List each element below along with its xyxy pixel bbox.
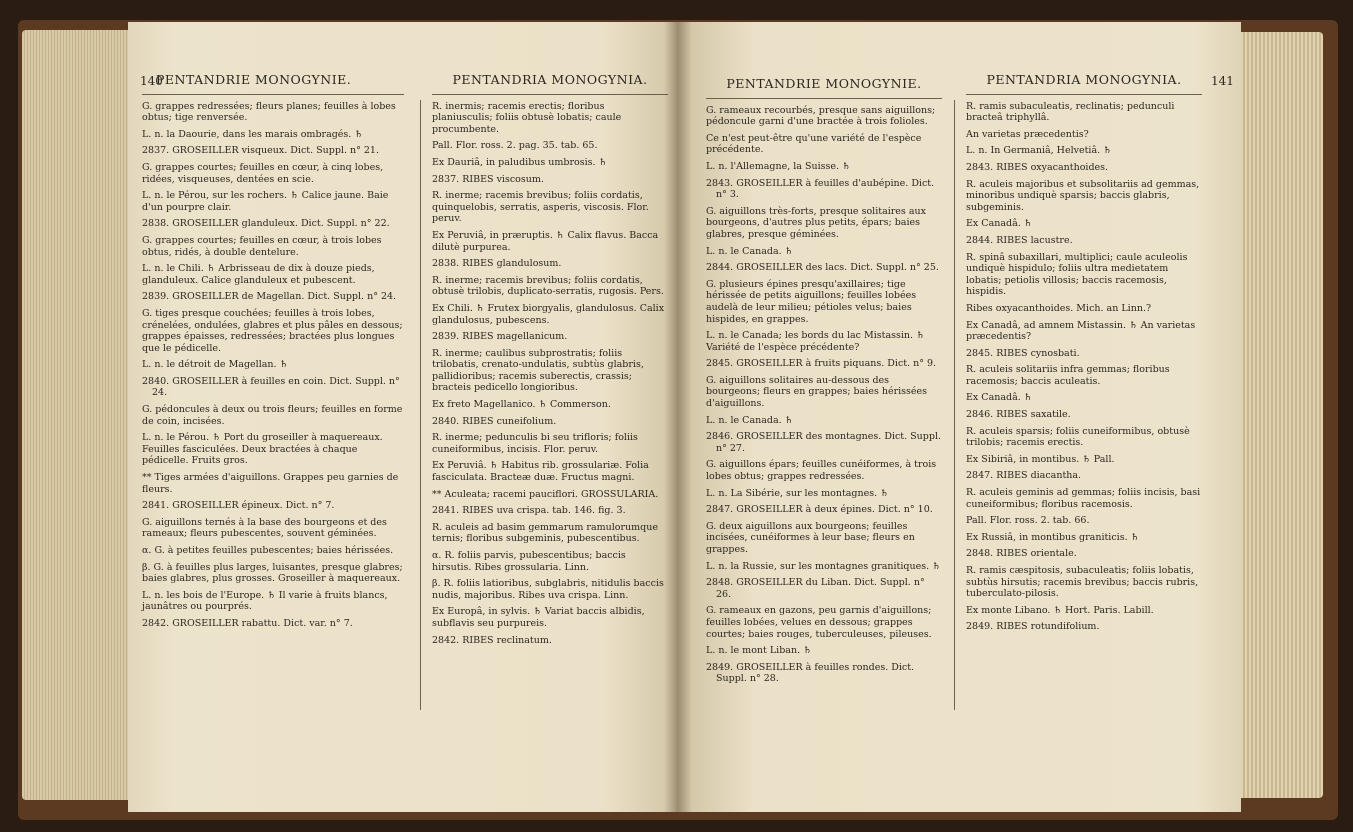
paragraph: 2841. GROSEILLER épineux. Dict. n° 7. <box>142 500 335 512</box>
paragraph: 2845. GROSEILLER à fruits piquans. Dict. n° 9. <box>706 358 937 370</box>
paragraph: R. aculeis majoribus et subsolitariis ad gemmas, minoribus undiquè sparsis; baccis glabris, subgeminis. <box>966 178 1200 213</box>
paragraph: R. inerme; racemis brevibus; foliis cordatis, quinquelobis, serratis, asperis, viscosis. Flor. peruv. <box>432 190 649 225</box>
paragraph: 2843. RIBES oxyacanthoides. <box>966 161 1109 173</box>
paragraph: 2838. GROSEILLER glanduleux. Dict. Suppl. n° 22. <box>142 218 390 230</box>
paragraph: L. n. le Canada; les bords du lac Mistassin. ♄ Variété de l'espèce précédente? <box>706 330 925 353</box>
paragraph: L. n. les bois de l'Europe. ♄ Il varie à fruits blancs, jaunâtres ou pourprés. <box>142 589 388 613</box>
header-rule <box>432 94 668 95</box>
paragraph: R. inerme; racemis brevibus; foliis cordatis, obtusè trilobis, duplicato-serratis, rugosis. Pers. <box>432 274 664 298</box>
paragraph: Ex Russiâ, in montibus graniticis. ♄ <box>966 531 1140 543</box>
paragraph: L. n. La Sibérie, sur les montagnes. ♄ <box>706 487 889 499</box>
paragraph: Ex Canadâ, ad amnem Mistassin. ♄ An varietas præcedentis? <box>966 319 1196 343</box>
paragraph: L. n. la Daourie, dans les marais ombragés. ♄ <box>142 128 363 140</box>
paragraph: L. n. l'Allemagne, la Suisse. ♄ <box>706 160 851 172</box>
paragraph: G. tiges presque couchées; feuilles à trois lobes, crénelées, ondulées, glabres et plus pâles en dessous; grappes épaisses, redressées; bractées plus longues que le pédicelle. <box>142 307 403 354</box>
paragraph: Ex Canadâ. ♄ <box>966 392 1033 404</box>
running-header: PENTANDRIA MONOGYNIA. <box>452 72 648 87</box>
paragraph: R. ramis subaculeatis, reclinatis; pedunculi bracteâ triphyllâ. <box>966 100 1175 124</box>
paragraph: 2847. GROSEILLER à deux épines. Dict. n° 10. <box>706 504 933 516</box>
paragraph: Ex Peruviâ. ♄ Habitus rib. grossulariæ. Folia fasciculata. Bracteæ duæ. Fructus magni. <box>432 460 649 484</box>
paragraph: 2843. GROSEILLER à feuilles d'aubépine. Dict. n° 3. <box>706 177 935 201</box>
paragraph: Ex freto Magellanico. ♄ Commerson. <box>432 399 611 411</box>
paragraph: G. rameaux recourbés, presque sans aiguillons; pédoncule garni d'une bractée à trois folioles. <box>706 104 936 128</box>
paragraph: Ce n'est peut-être qu'une variété de l'espèce précédente. <box>706 132 922 156</box>
paragraph: β. R. foliis latioribus, subglabris, nitidulis baccis nudis, majoribus. Ribes uva crispa. Linn. <box>432 578 664 601</box>
text-block <box>142 101 404 630</box>
paragraph: G. aiguillons solitaires au-dessous des bourgeons; fleurs en grappes; baies hérissées d'aiguillons. <box>706 374 928 410</box>
paragraph: R. aculeis ad basim gemmarum ramulorumque ternis; floribus subgeminis, pubescentibus. <box>432 521 658 545</box>
paragraph: 2845. RIBES cynosbati. <box>966 347 1080 359</box>
paragraph: Pall. Flor. ross. 2. pag. 35. tab. 65. <box>432 140 598 152</box>
paragraph: β. G. à feuilles plus larges, luisantes, presque glabres; baies glabres, plus grosses. Groseiller à maquereaux. <box>142 561 403 585</box>
text-block <box>432 101 668 647</box>
book-gutter <box>664 22 692 812</box>
paragraph: 2848. GROSEILLER du Liban. Dict. Suppl. n° 26. <box>706 577 925 600</box>
paragraph: R. aculeis geminis ad gemmas; foliis incisis, basi cuneiformibus; floribus racemosis. <box>966 487 1201 510</box>
paragraph: 2837. GROSEILLER visqueux. Dict. Suppl. n° 21. <box>142 145 379 157</box>
left-page-latin-column <box>432 74 668 651</box>
paragraph: 2841. RIBES uva crispa. tab. 146. fig. 3. <box>432 505 626 517</box>
paragraph: R. inerme; pedunculis bi seu trifloris; foliis cuneiformibus, incisis. Flor. peruv. <box>432 432 638 455</box>
left-page-french-column <box>142 74 404 635</box>
paragraph: G. plusieurs épines presqu'axillaires; tige hérissée de petits aiguillons; feuilles lobées audelà de leur milieu; pétioles velus; baies hispides, en grappes. <box>706 278 917 325</box>
paragraph: 2848. RIBES orientale. <box>966 548 1077 560</box>
running-header: PENTANDRIE MONOGYNIE. <box>156 72 352 87</box>
paragraph: 2844. GROSEILLER des lacs. Dict. Suppl. n° 25. <box>706 262 939 274</box>
page-edges-left <box>22 30 132 800</box>
header-rule <box>966 94 1202 95</box>
paragraph: L. n. le Pérou. ♄ Port du groseiller à maquereaux. Feuilles fasciculées. Deux bractées à chaque pédicelle. Fruits gros. <box>142 432 383 467</box>
paragraph: G. deux aiguillons aux bourgeons; feuilles incisées, cunéiformes à leur base; fleurs en grappes. <box>706 520 915 555</box>
paragraph: 2846. GROSEILLER des montagnes. Dict. Suppl. n° 27. <box>706 431 942 454</box>
paragraph: R. aculeis sparsis; foliis cuneiformibus, obtusè trilobis; racemis erectis. <box>966 425 1190 449</box>
paragraph: G. aiguillons épars; feuilles cunéiformes, à trois lobes obtus; grappes redressées. <box>706 459 937 483</box>
paragraph: L. n. le Chili. ♄ Arbrisseau de dix à douze pieds, glanduleux. Calice glanduleux et pubescent. <box>142 263 375 286</box>
paragraph: An varietas præcedentis? <box>966 128 1089 140</box>
paragraph: R. aculeis solitariis infra gemmas; floribus racemosis; baccis aculeatis. <box>966 364 1170 387</box>
paragraph: 2847. RIBES diacantha. <box>966 470 1082 482</box>
paragraph: Ex Canadâ. ♄ <box>966 218 1033 230</box>
running-header: PENTANDRIA MONOGYNIA. <box>986 72 1182 87</box>
paragraph: L. n. le détroit de Magellan. ♄ <box>142 359 289 371</box>
left-page <box>128 22 688 812</box>
paragraph: ** Tiges armées d'aiguillons. Grappes peu garnies de fleurs. <box>142 472 399 495</box>
column-divider <box>420 100 421 710</box>
paragraph: Ex Sibiriâ, in montibus. ♄ Pall. <box>966 453 1115 465</box>
paragraph: 2838. RIBES glandulosum. <box>432 258 562 270</box>
paragraph: 2846. RIBES saxatile. <box>966 409 1071 421</box>
paragraph: 2839. RIBES magellanicum. <box>432 331 568 343</box>
paragraph: L. n. le Pérou, sur les rochers. ♄ Calice jaune. Baie d'un pourpre clair. <box>142 190 389 213</box>
header-rule <box>706 98 942 99</box>
paragraph: 2840. RIBES cuneifolium. <box>432 415 557 427</box>
paragraph: L. n. la Russie, sur les montagnes granitiques. ♄ <box>706 560 941 572</box>
running-header: PENTANDRIE MONOGYNIE. <box>726 76 922 91</box>
page-number: 140 <box>140 74 163 88</box>
paragraph: Ex Europâ, in sylvis. ♄ Variat baccis albidis, subflavis seu purpureis. <box>432 606 645 629</box>
paragraph: G. grappes courtes; feuilles en cœur, à cinq lobes, ridées, visqueuses, dentées en scie. <box>142 161 384 185</box>
page-edges-right <box>1235 32 1323 798</box>
paragraph: 2839. GROSEILLER de Magellan. Dict. Suppl. n° 24. <box>142 291 397 303</box>
header-rule <box>142 94 404 95</box>
page-number: 141 <box>1211 74 1234 88</box>
paragraph: G. aiguillons très-forts, presque solitaires aux bourgeons, d'autres plus petits, épars; baies glabres, presque géminées. <box>706 205 926 240</box>
paragraph: R. ramis cæspitosis, subaculeatis; foliis lobatis, subtùs hirsutis; racemis brevibus; baccis rubris, tuberculato-pilosis. <box>966 565 1199 600</box>
paragraph: L. n. le Canada. ♄ <box>706 414 794 426</box>
paragraph: 2842. GROSEILLER rabattu. Dict. var. n° 7. <box>142 617 353 629</box>
paragraph: 2842. RIBES reclinatum. <box>432 634 552 646</box>
paragraph: 2849. GROSEILLER à feuilles rondes. Dict. Suppl. n° 28. <box>706 661 915 685</box>
paragraph: L. n. le mont Liban. ♄ <box>706 645 812 657</box>
paragraph: Ribes oxyacanthoides. Mich. an Linn.? <box>966 302 1152 314</box>
paragraph: 2844. RIBES lacustre. <box>966 234 1073 246</box>
paragraph: G. aiguillons ternés à la base des bourgeons et des rameaux; fleurs pubescentes, souvent géminées. <box>142 516 387 540</box>
paragraph: Pall. Flor. ross. 2. tab. 66. <box>966 515 1090 527</box>
paragraph: 2849. RIBES rotundifolium. <box>966 621 1100 633</box>
paragraph: G. grappes courtes; feuilles en cœur, à trois lobes obtus, ridés, à double dentelure. <box>142 234 382 258</box>
paragraph: R. spinâ subaxillari, multiplici; caule aculeolis undiquè hispidulo; foliis ultra medietatem lobatis; petiolis villosis; baccis racemosis, hispidis. <box>966 251 1188 298</box>
paragraph: R. inerme; caulibus subprostratis; foliis trilobatis, crenato-undulatis, subtùs glabris, pallidioribus; racemis suberectis, crassis; bracteis pedicello longioribus. <box>432 347 644 394</box>
right-page-french-column <box>706 78 942 690</box>
paragraph: Ex monte Libano. ♄ Hort. Paris. Labill. <box>966 604 1154 616</box>
paragraph: L. n. le Canada. ♄ <box>706 245 794 257</box>
paragraph: α. R. foliis parvis, pubescentibus; baccis hirsutis. Ribes grossularia. Linn. <box>432 550 626 573</box>
right-page-latin-column <box>966 74 1202 638</box>
paragraph: Ex Chili. ♄ Frutex biorgyalis, glandulosus. Calix glandulosus, pubescens. <box>432 302 665 326</box>
paragraph: 2837. RIBES viscosum. <box>432 173 544 185</box>
paragraph: G. rameaux en gazons, peu garnis d'aiguillons; feuilles lobées, velues en dessous; grappes courtes; baies rouges, tuberculeuses, pileuses. <box>706 605 932 640</box>
paragraph: ** Aculeata; racemi pauciflori. GROSSULARIA. <box>432 488 659 500</box>
paragraph: 2840. GROSEILLER à feuilles en coin. Dict. Suppl. n° 24. <box>142 375 400 399</box>
text-block <box>706 105 942 685</box>
right-page <box>676 22 1241 812</box>
text-block <box>966 101 1202 633</box>
paragraph: Ex Dauriâ, in paludibus umbrosis. ♄ <box>432 156 608 168</box>
paragraph: G. grappes redressées; fleurs planes; feuilles à lobes obtus; tige renversée. <box>142 100 396 124</box>
paragraph: G. pédoncules à deux ou trois fleurs; feuilles en forme de coin, incisées. <box>142 404 403 427</box>
paragraph: R. inermis; racemis erectis; floribus planiusculis; foliis obtusè lobatis; caule procumbente. <box>432 100 622 135</box>
paragraph: α. G. à petites feuilles pubescentes; baies hérissées. <box>142 545 394 556</box>
column-divider <box>954 100 955 710</box>
paragraph: L. n. In Germaniâ, Helvetiâ. ♄ <box>966 145 1112 157</box>
paragraph: Ex Peruviâ, in præruptis. ♄ Calix flavus. Bacca dilutè purpurea. <box>432 229 659 253</box>
